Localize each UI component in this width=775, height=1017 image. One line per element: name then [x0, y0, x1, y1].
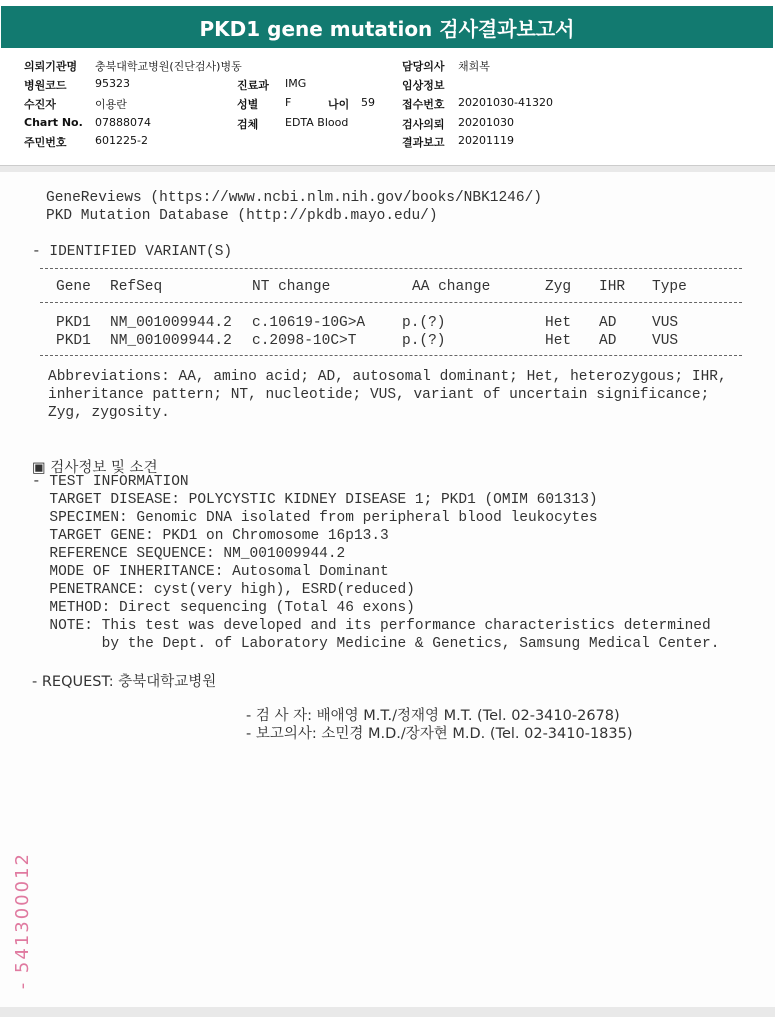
col-header-nt-change: NT change — [252, 279, 331, 295]
cell-refseq: NM_001009944.2 — [110, 333, 232, 349]
cell-type: VUS — [652, 315, 679, 331]
abbreviations-line: Abbreviations: AA, amino acid; AD, autosomal dominant; Het, heterozygous; IHR, — [48, 369, 727, 385]
cell-gene: PKD1 — [56, 333, 91, 349]
value-institution: 충북대학교병원(진단검사)병동 — [95, 60, 242, 73]
col-header-ihr: IHR — [599, 279, 626, 295]
test-info-line: MODE OF INHERITANCE: Autosomal Dominant — [32, 564, 389, 580]
test-info-line: METHOD: Direct sequencing (Total 46 exons) — [32, 600, 415, 616]
value-request-date: 20201030 — [458, 116, 514, 129]
col-header-gene: Gene — [56, 279, 91, 295]
value-report-date: 20201119 — [458, 134, 514, 147]
label-institution: 의뢰기관명 — [24, 60, 78, 73]
col-header-type: Type — [652, 279, 687, 295]
label-report-date: 결과보고 — [402, 136, 445, 149]
value-chart-no: 07888074 — [95, 116, 151, 129]
value-age: 59 — [361, 96, 375, 109]
col-header-refseq: RefSeq — [110, 279, 163, 295]
label-sex: 성별 — [237, 98, 259, 111]
table-rule — [40, 302, 742, 303]
label-request-date: 검사의뢰 — [402, 118, 445, 131]
report-body — [0, 172, 775, 1007]
reference-line: GeneReviews (https://www.ncbi.nlm.nih.gov/books/NBK1246/) — [46, 190, 542, 206]
cell-zyg: Het — [545, 333, 572, 349]
reference-line: PKD Mutation Database (http://pkdb.mayo.edu/) — [46, 208, 438, 224]
cell-nt-change: c.10619-10G>A — [252, 315, 366, 331]
value-sex: F — [285, 96, 292, 109]
test-info-line: TARGET GENE: PKD1 on Chromosome 16p13.3 — [32, 528, 389, 544]
test-info-line: TARGET DISEASE: POLYCYSTIC KIDNEY DISEASE 1; PKD1 (OMIM 601313) — [32, 492, 598, 508]
reporter-line: - 보고의사: 소민경 M.D./장자현 M.D. (Tel. 02-3410-1835) — [246, 726, 633, 742]
value-receipt-no: 20201030-41320 — [458, 96, 553, 109]
test-info-line: SPECIMEN: Genomic DNA isolated from peripheral blood leukocytes — [32, 510, 598, 526]
abbreviations-line: Zyg, zygosity. — [48, 405, 170, 421]
label-chart-no: Chart No. — [24, 116, 83, 129]
label-receipt-no: 접수번호 — [402, 98, 445, 111]
test-info-line: NOTE: This test was developed and its performance characteristics determined — [32, 618, 711, 634]
label-age: 나이 — [328, 98, 350, 111]
cell-zyg: Het — [545, 315, 572, 331]
table-rule — [40, 355, 742, 356]
cell-aa-change: p.(?) — [402, 333, 446, 349]
cell-nt-change: c.2098-10C>T — [252, 333, 357, 349]
cell-gene: PKD1 — [56, 315, 91, 331]
table-rule — [40, 268, 742, 269]
label-clinical-info: 임상정보 — [402, 79, 445, 92]
col-header-zyg: Zyg — [545, 279, 572, 295]
cell-aa-change: p.(?) — [402, 315, 446, 331]
value-specimen: EDTA Blood — [285, 116, 349, 129]
report-title: PKD1 gene mutation 검사결과보고서 — [1, 6, 773, 48]
value-resident-no: 601225-2 — [95, 134, 148, 147]
cell-ihr: AD — [599, 333, 617, 349]
request-line: - REQUEST: 충북대학교병원 — [32, 674, 217, 690]
abbreviations-line: inheritance pattern; NT, nucleotide; VUS, variant of uncertain significance; — [48, 387, 710, 403]
cell-refseq: NM_001009944.2 — [110, 315, 232, 331]
test-info-line: - TEST INFORMATION — [32, 474, 189, 490]
examiner-line: - 검 사 자: 배애영 M.T./정재영 M.T. (Tel. 02-3410-2678) — [246, 708, 620, 724]
value-doctor: 채희복 — [458, 60, 490, 73]
cell-ihr: AD — [599, 315, 617, 331]
bottom-bar — [0, 1007, 775, 1017]
col-header-aa-change: AA change — [412, 279, 491, 295]
label-patient: 수진자 — [24, 98, 56, 111]
section-title: ▣ 검사정보 및 소견 — [32, 460, 158, 476]
label-resident-no: 주민번호 — [24, 136, 67, 149]
value-department: IMG — [285, 77, 307, 90]
cell-type: VUS — [652, 333, 679, 349]
value-patient: 이용란 — [95, 98, 127, 111]
label-department: 진료과 — [237, 79, 269, 92]
value-hospital-code: 95323 — [95, 77, 130, 90]
test-info-line: by the Dept. of Laboratory Medicine & Genetics, Samsung Medical Center. — [32, 636, 720, 652]
specimen-number-stamp: - 541300012 — [12, 852, 33, 990]
label-specimen: 검체 — [237, 118, 259, 131]
patient-header — [0, 50, 775, 166]
test-info-line: PENETRANCE: cyst(very high), ESRD(reduced) — [32, 582, 415, 598]
label-doctor: 담당의사 — [402, 60, 445, 73]
label-hospital-code: 병원코드 — [24, 79, 67, 92]
test-info-line: REFERENCE SEQUENCE: NM_001009944.2 — [32, 546, 346, 562]
variant-heading: - IDENTIFIED VARIANT(S) — [32, 244, 233, 260]
